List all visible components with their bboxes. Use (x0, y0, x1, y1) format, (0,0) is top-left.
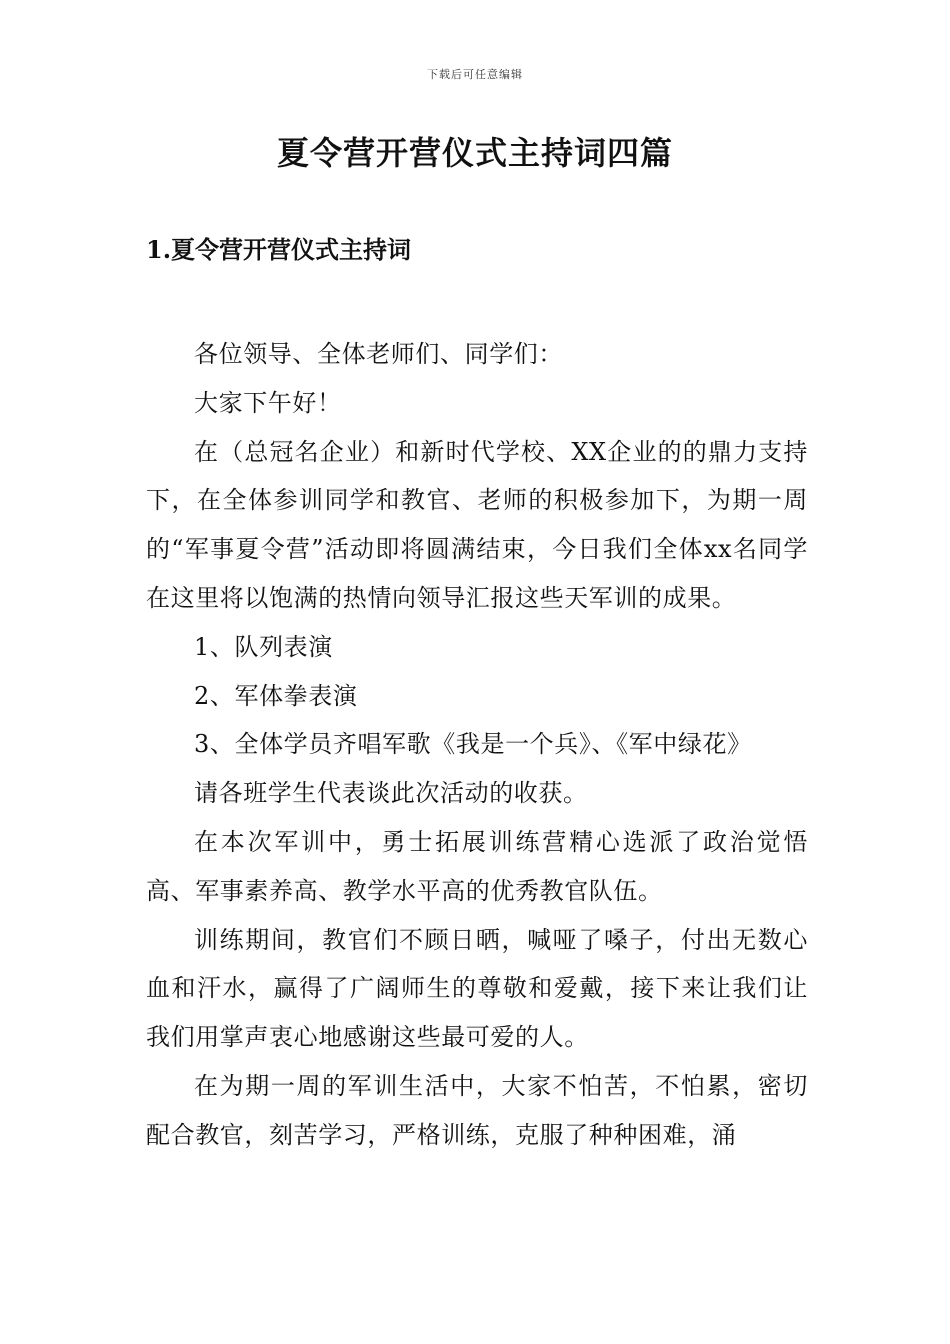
paragraph-instructors: 在本次军训中，勇士拓展训练营精心选派了政治觉悟高、军事素养高、教学水平高的优秀教官队伍。 (146, 827, 808, 905)
paragraph-item-3: 3、全体学员齐唱军歌《我是一个兵》、《军中绿花》 (194, 730, 752, 759)
paragraph-item-2: 2、军体拳表演 (194, 681, 358, 710)
paragraph-intro: 在（总冠名企业）和新时代学校、XX企业的的鼎力支持下，在全体参训同学和教官、老师的积极参加下，为期一周的“军事夏令营”活动即将圆满结束，今日我们全体xx名同学在这里将以饱满的热情向领导汇报这些天军训的成果。 (146, 437, 808, 612)
paragraph-item-1: 1、队列表演 (194, 632, 333, 661)
section-heading: 1.夏令营开营仪式主持词 (146, 235, 412, 264)
paragraph-greeting: 各位领导、全体老师们、同学们： (194, 340, 563, 368)
paragraph-invite: 请各班学生代表谈此次活动的收获。 (194, 779, 588, 808)
header-note: 下载后可任意编辑 (427, 68, 523, 81)
paragraph-salutation: 大家下午好！ (194, 388, 342, 417)
paragraph-thanks: 训练期间，教官们不顾日晒，喊哑了嗓子，付出无数心血和汗水，赢得了广阔师生的尊敬和爱戴，接下来让我们让我们用掌声衷心地感谢这些最可爱的人。 (146, 925, 808, 1052)
document-title: 夏令营开营仪式主持词四篇 (276, 134, 673, 172)
paragraph-summary: 在为期一周的军训生活中，大家不怕苦，不怕累，密切配合教官，刻苦学习，严格训练，克服了种种困难，涌 (146, 1071, 808, 1149)
document-body (146, 330, 808, 1160)
